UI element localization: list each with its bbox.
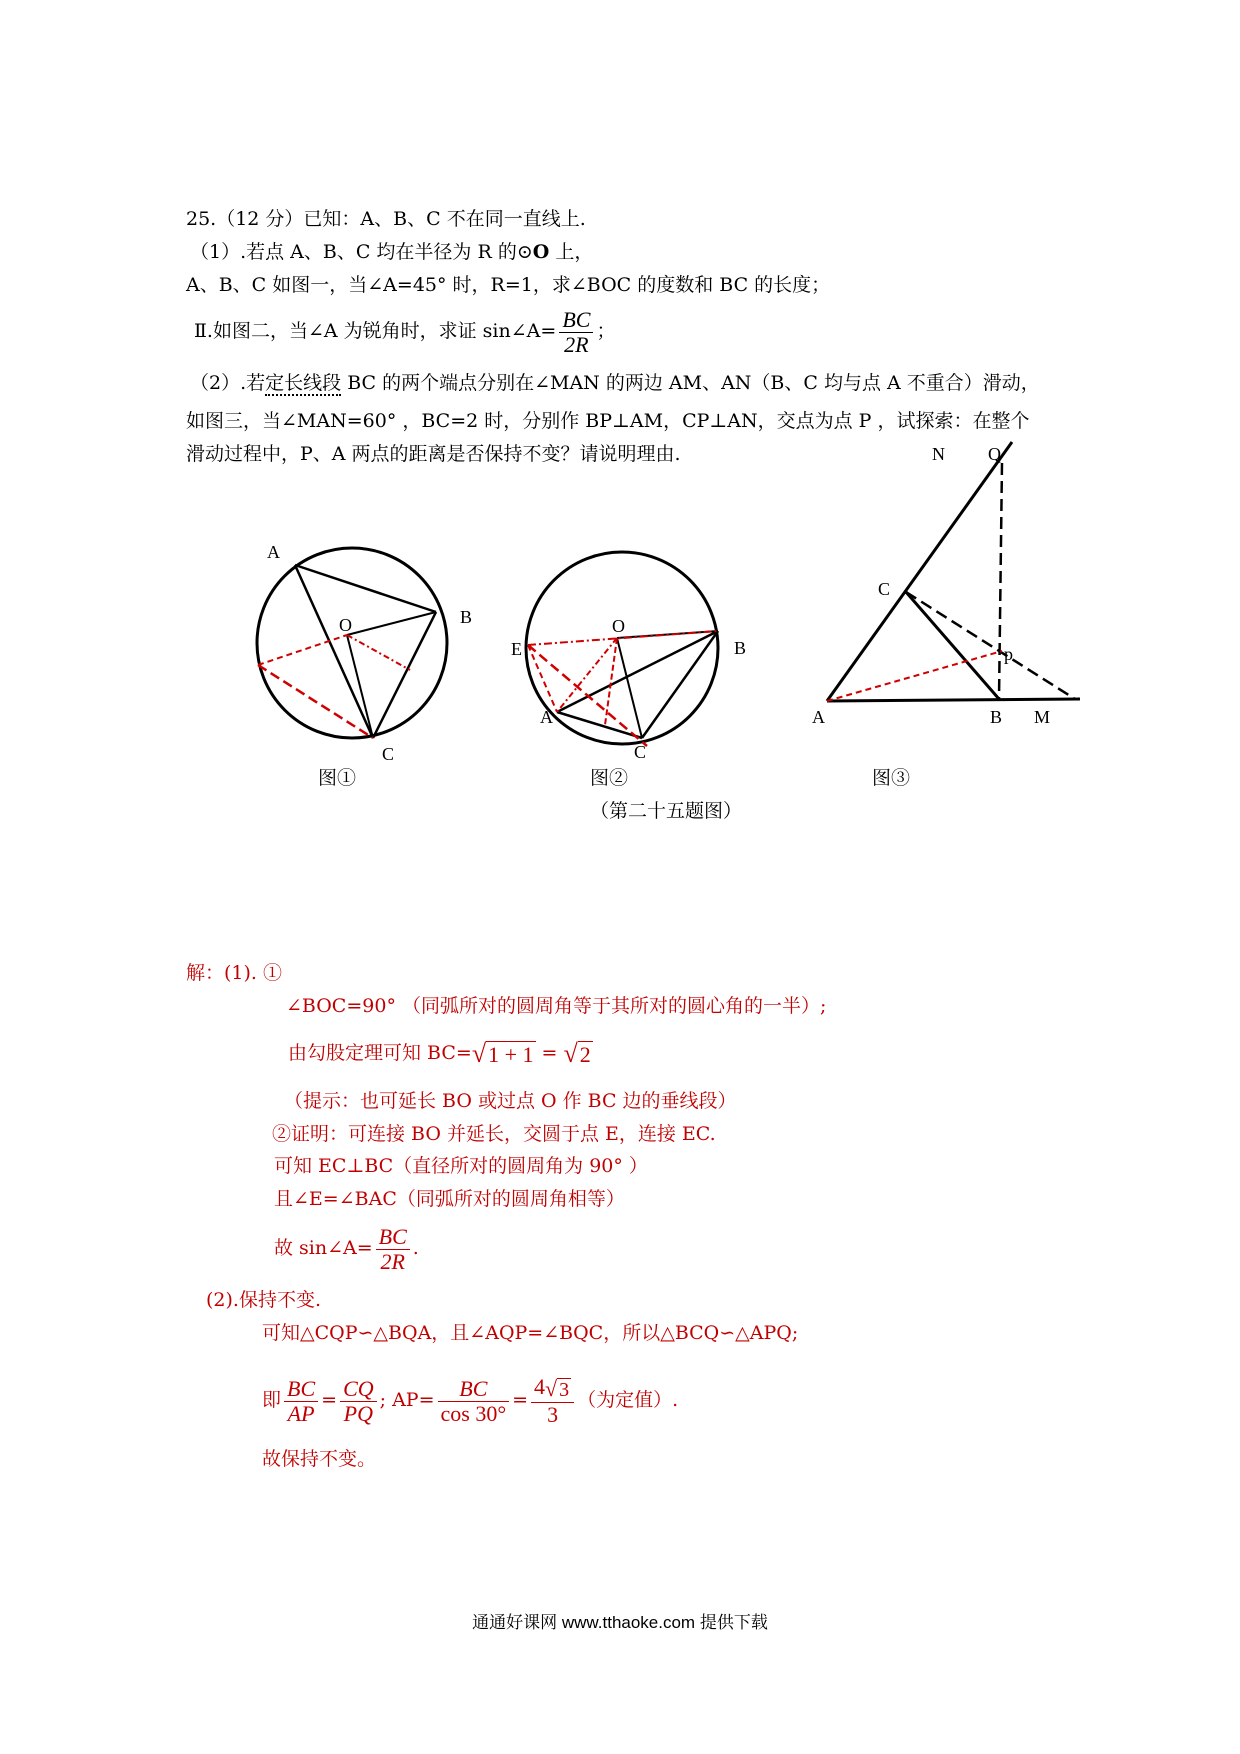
fig2-label-a: A <box>540 707 553 727</box>
solution-line-9: (2).保持不变. <box>206 1289 321 1311</box>
frac-num: BC <box>376 1225 410 1250</box>
fig2-caption: 图② <box>590 767 629 789</box>
sqrt-two: √2 <box>563 1038 591 1068</box>
figures-group-caption: （第二十五题图） <box>590 800 743 822</box>
problem-part1-i: A、B、C 如图一，当∠A=45° 时，R=1，求∠BOC 的度数和 BC 的长度； <box>186 274 831 296</box>
solution-line-11: 即 $\frac{BC}{AP}$ = $\frac{CQ}{PQ}$ ; AP= $\frac{BC}{\cos 30^\circ}$ = $\frac{4√ 3}{3}$ （为定值）. <box>262 1374 679 1427</box>
solution-line-8: 故 sin∠A= $\frac{BC}{2R}$ . <box>274 1223 419 1274</box>
problem-part2-line2: 如图三，当∠MAN=60° ，BC=2 时，分别作 BP⊥AM，CP⊥AN，交点为点 P ，试探索：在整个 <box>186 410 1030 432</box>
fig3-label-p: p <box>1004 644 1013 664</box>
solution-line-1: 解：(1). ① <box>186 962 282 984</box>
page-footer: 通通好课网 www.tthaoke.com 提供下载 <box>472 1613 768 1632</box>
solution-line-12: 故保持不变。 <box>262 1448 377 1470</box>
fig3-label-q: Q <box>988 444 1001 464</box>
fig3-caption: 图③ <box>872 767 911 789</box>
frac-num: BC <box>559 308 593 333</box>
fig3-label-c: C <box>878 579 891 599</box>
fig1-label-c: C <box>382 744 395 764</box>
fig1-caption: 图① <box>318 767 357 789</box>
problem-part1-intro: （1）.若点 A、B、C 均在半径为 R 的⊙O 上， <box>190 241 594 263</box>
fig2-label-e: E <box>511 639 522 659</box>
fig1-label-o: O <box>339 615 352 635</box>
figure-1 <box>257 542 472 764</box>
fig1-label-a: A <box>267 542 280 562</box>
fig3-label-m: M <box>1034 707 1051 727</box>
solution-line-4: （提示：也可延长 BO 或过点 O 作 BC 边的垂线段） <box>284 1090 737 1112</box>
fig3-label-n: N <box>932 444 945 464</box>
frac-den: 2R <box>564 331 589 357</box>
frac-den: 2R <box>380 1248 405 1274</box>
fig3-label-a: A <box>812 707 825 727</box>
fig2-label-b: B <box>734 638 747 658</box>
solution-line-5: ②证明：可连接 BO 并延长，交圆于点 E，连接 EC. <box>272 1123 716 1145</box>
solution-line-7: 且∠E=∠BAC（同弧所对的圆周角相等） <box>274 1188 625 1210</box>
fig2-label-o: O <box>612 616 625 636</box>
figure-2 <box>511 552 746 762</box>
sqrt-expr: √1 + 1 <box>471 1038 534 1068</box>
solution-line-3: 由勾股定理可知 BC=√1 + 1 = √2 <box>288 1038 591 1068</box>
solution-line-2: ∠BOC=90° （同弧所对的圆周角等于其所对的圆心角的一半）; <box>286 995 827 1017</box>
fig3-label-b: B <box>990 707 1003 727</box>
problem-part2-line1: （2）.若定长线段 BC 的两个端点分别在∠MAN 的两边 AM、AN（B、C 均与点 A 不重合）滑动， <box>190 372 1040 394</box>
problem-part1-ii: Ⅱ.如图二，当∠A 为锐角时，求证 sin∠A= $\frac{BC}{2R}$ ； <box>194 306 616 357</box>
problem-part2-line3: 滑动过程中，P、A 两点的距离是否保持不变？请说明理由. <box>186 443 681 465</box>
fig1-label-b: B <box>460 607 473 627</box>
fig2-label-c: C <box>634 742 647 762</box>
solution-line-10: 可知△CQP∽△BQA，且∠AQP=∠BQC，所以△BCQ∽△APQ; <box>262 1322 799 1344</box>
figure-3 <box>812 442 1080 727</box>
figures-svg <box>0 440 1240 800</box>
problem-heading: 25.（12 分）已知：A、B、C 不在同一直线上. <box>186 208 586 230</box>
solution-line-6: 可知 EC⊥BC（直径所对的圆周角为 90° ） <box>274 1155 648 1177</box>
